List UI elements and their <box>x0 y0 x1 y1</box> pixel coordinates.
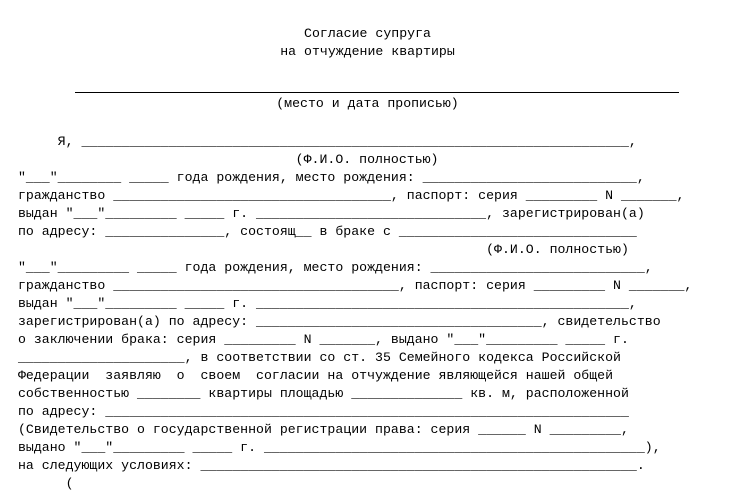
body-line: _____________________, в соответствии со ст. 35 Семейного кодекса Российской <box>18 350 621 365</box>
body-line: "___"_________ _____ года рождения, место рождения: ___________________________, <box>18 260 653 275</box>
body-line: по адресу: _______________, состоящ__ в браке с ______________________________ <box>18 224 637 239</box>
body-line: гражданство ___________________________________, паспорт: серия _________ N _______, <box>18 188 685 203</box>
body-line: по адресу: __________________________________________________________________ <box>18 404 629 419</box>
document-title-line-2: на отчуждение квартиры <box>280 44 455 59</box>
body-line: собственностью ________ квартиры площадью ______________ кв. м, расположенной <box>18 386 629 401</box>
body-line: о заключении брака: серия _________ N _______, выдано "___"_________ _____ г. <box>18 332 629 347</box>
body-line: зарегистрирован(а) по адресу: ____________________________________, свидетельство <box>18 314 661 329</box>
document-title-line-1: Согласие супруга <box>304 26 431 41</box>
body-line: выдан "___"_________ _____ г. _____________________________, зарегистрирован(а) <box>18 206 645 221</box>
body-line: выдано "___"_________ _____ г. ________________________________________________), <box>18 440 661 455</box>
body-line: гражданство ____________________________________, паспорт: серия _________ N _______, <box>18 278 693 293</box>
body-line: на следующих условиях: _______________________________________________________. <box>18 458 645 473</box>
body-line: Федерации заявляю о своем согласии на отчуждение являющейся нашей общей <box>18 368 614 383</box>
body-line: выдан "___"_________ _____ г. _______________________________________________, <box>18 296 637 311</box>
body-line: "___"________ _____ года рождения, место рождения: ___________________________, <box>18 170 645 185</box>
body-line: ( <box>18 476 629 491</box>
place-date-line <box>75 92 679 93</box>
body-line: (Ф.И.О. полностью) <box>18 152 439 167</box>
body-line: (Свидетельство о государственной регистрации права: серия ______ N _________, <box>18 422 629 437</box>
place-date-caption: (место и дата прописью) <box>276 96 459 111</box>
body-line: Я, _____________________________________________________________________, <box>18 134 637 149</box>
body-line: (Ф.И.О. полностью) <box>18 242 629 257</box>
